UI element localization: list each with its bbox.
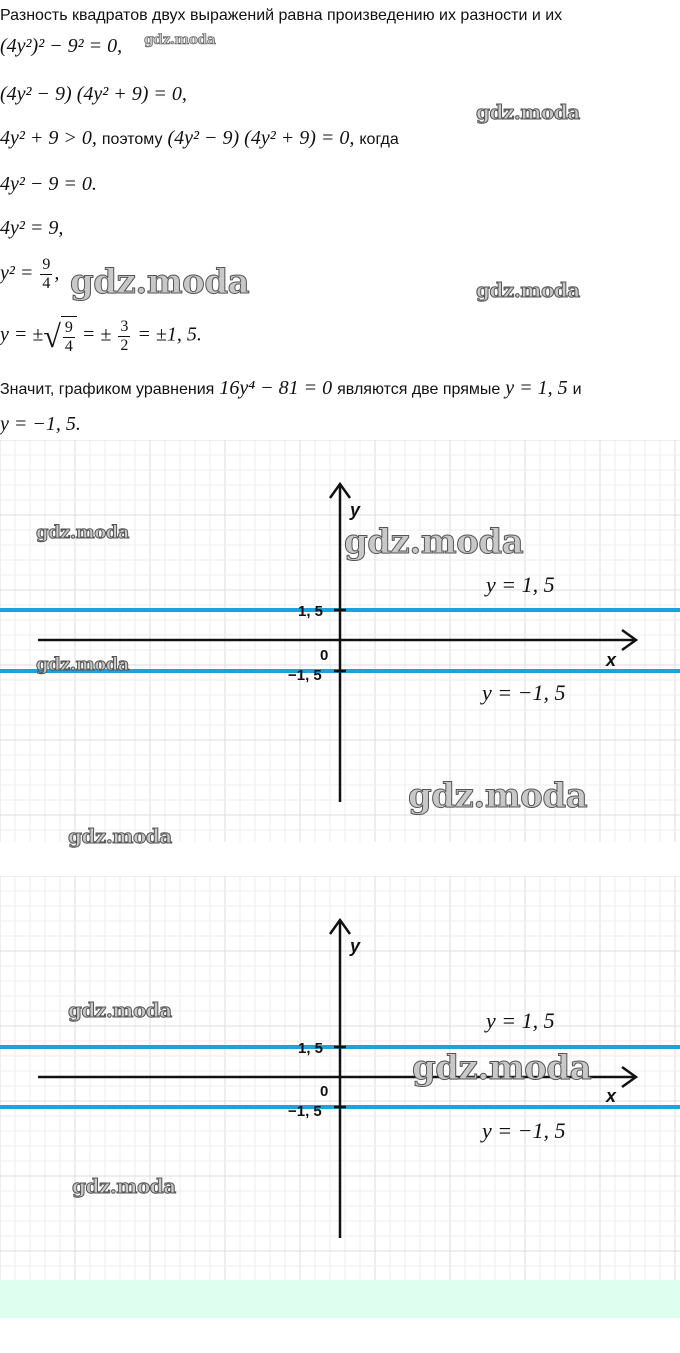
conclusion-line-2: y = −1, 5. — [0, 413, 81, 435]
watermark: gdz.moda — [476, 100, 580, 124]
tick-label-bottom: −1, 5 — [288, 1103, 322, 1120]
watermark: gdz.moda — [36, 522, 129, 543]
watermark: gdz.moda — [36, 654, 129, 675]
x-axis-label: x — [606, 650, 617, 670]
equation-line-7: y = ±√ $\frac{9}{4}$ = ± $\frac{3}{2}$ = ±1, 5. — [0, 317, 202, 355]
watermark: gdz.moda — [412, 1048, 592, 1088]
fraction: $\frac{3}{2}$ — [120, 317, 129, 354]
watermark: gdz.moda — [72, 1174, 176, 1198]
line-label-top: y = 1, 5 — [486, 1008, 555, 1033]
tick-label-bottom: −1, 5 — [288, 667, 322, 684]
equation-line-6: y² = $\frac{9}{4}$ , — [0, 256, 60, 292]
line-label-bottom: y = −1, 5 — [482, 1118, 566, 1143]
y-axis-label: y — [350, 936, 361, 956]
watermark: gdz.moda — [70, 262, 250, 302]
solution-text — [0, 0, 680, 440]
line-label-bottom: y = −1, 5 — [482, 680, 566, 705]
conclusion-line-1: Значит, графиком уравнения 16y⁴ − 81 = 0 являются две прямые y = 1, 5 и — [0, 377, 582, 399]
origin-label: 0 — [320, 1083, 329, 1100]
footer-band — [0, 1280, 680, 1318]
origin-label: 0 — [320, 647, 329, 664]
intro-text: Разность квадратов двух выражений равна произведению их разности и их — [0, 7, 563, 24]
tick-label-top: 1, 5 — [298, 1040, 324, 1057]
equation-line-5: 4y² = 9, — [0, 217, 64, 239]
x-axis-label: x — [606, 1086, 617, 1106]
watermark: gdz.moda — [68, 998, 172, 1022]
square-root: √ $\frac{9}{4}$ — [43, 316, 77, 356]
watermark: gdz.moda — [344, 522, 524, 562]
line-label-top: y = 1, 5 — [486, 572, 555, 597]
watermark: gdz.moda — [408, 776, 588, 816]
fraction: $\frac{9}{4}$ — [42, 256, 51, 292]
graph-1 — [0, 440, 680, 848]
graph-2 — [0, 876, 680, 1280]
equation-line-1: (4y²)² − 9² = 0, — [0, 35, 123, 57]
equation-line-2: (4y² − 9) (4y² + 9) = 0, — [0, 83, 187, 105]
watermark: gdz.moda — [144, 32, 216, 48]
equation-line-4: 4y² − 9 = 0. — [0, 173, 97, 195]
y-axis-label: y — [350, 500, 361, 520]
equation-line-3: 4y² + 9 > 0, поэтому (4y² − 9) (4y² + 9) = 0, когда — [0, 127, 399, 149]
tick-label-top: 1, 5 — [298, 603, 324, 620]
watermark: gdz.moda — [68, 824, 172, 848]
watermark: gdz.moda — [476, 278, 580, 302]
